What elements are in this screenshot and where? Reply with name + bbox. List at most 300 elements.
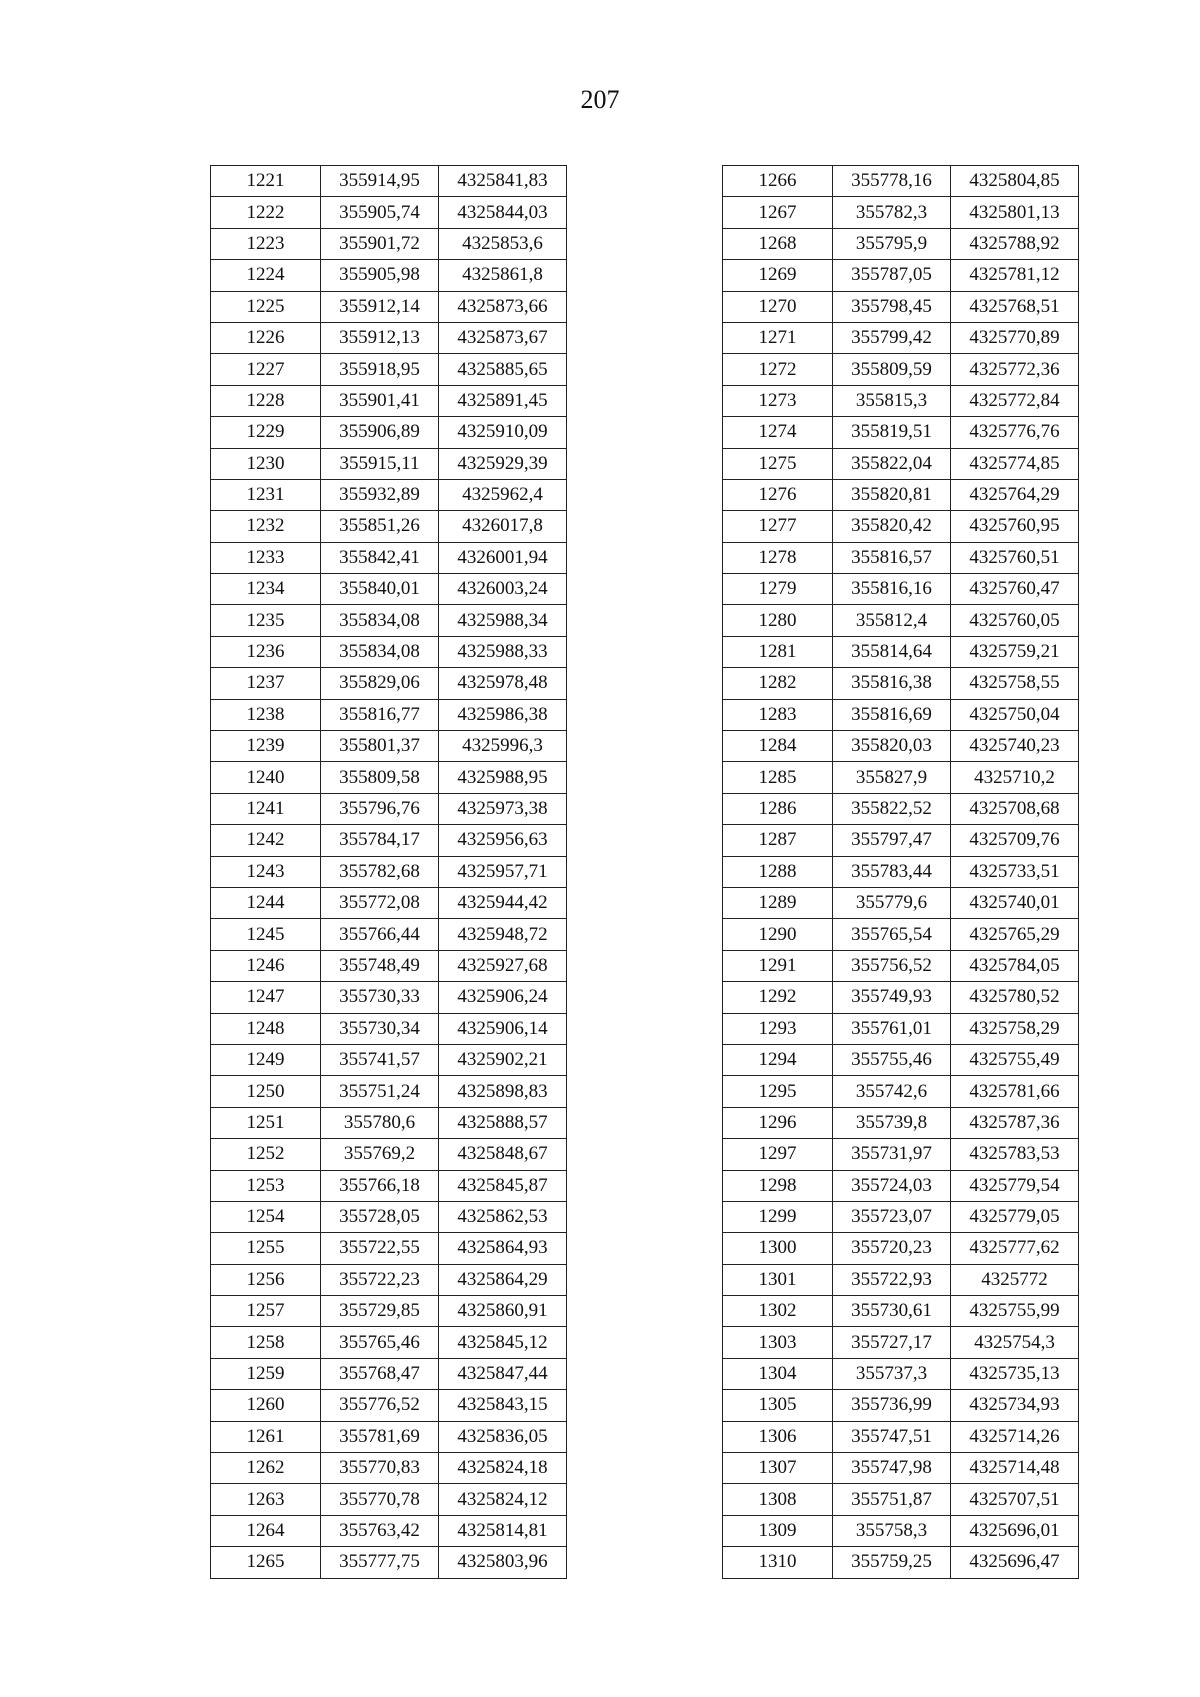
y-coordinate-cell: 4325927,68 (439, 950, 567, 981)
y-coordinate-cell: 4325860,91 (439, 1296, 567, 1327)
y-coordinate-cell: 4325957,71 (439, 856, 567, 887)
y-coordinate-cell: 4326001,94 (439, 542, 567, 573)
y-coordinate-cell: 4325888,57 (439, 1107, 567, 1138)
point-number-cell: 1277 (723, 511, 833, 542)
y-coordinate-cell: 4325750,04 (951, 699, 1079, 730)
y-coordinate-cell: 4326017,8 (439, 511, 567, 542)
x-coordinate-cell: 355761,01 (833, 1013, 951, 1044)
point-number-cell: 1309 (723, 1515, 833, 1546)
y-coordinate-cell: 4325862,53 (439, 1201, 567, 1232)
x-coordinate-cell: 355770,83 (321, 1453, 439, 1484)
x-coordinate-cell: 355741,57 (321, 1044, 439, 1075)
table-row (723, 166, 1079, 197)
point-number-cell: 1258 (211, 1327, 321, 1358)
y-coordinate-cell: 4325772,36 (951, 354, 1079, 385)
y-coordinate-cell: 4325962,4 (439, 479, 567, 510)
y-coordinate-cell: 4325853,6 (439, 228, 567, 259)
y-coordinate-cell: 4325733,51 (951, 856, 1079, 887)
point-number-cell: 1248 (211, 1013, 321, 1044)
table-row (723, 1107, 1079, 1138)
point-number-cell: 1233 (211, 542, 321, 573)
x-coordinate-cell: 355820,42 (833, 511, 951, 542)
table-row (211, 1233, 567, 1264)
point-number-cell: 1263 (211, 1484, 321, 1515)
y-coordinate-cell: 4325772,84 (951, 385, 1079, 416)
point-number-cell: 1241 (211, 793, 321, 824)
point-number-cell: 1229 (211, 417, 321, 448)
table-row (211, 1013, 567, 1044)
table-row (211, 668, 567, 699)
x-coordinate-cell: 355812,4 (833, 605, 951, 636)
point-number-cell: 1287 (723, 825, 833, 856)
table-row (211, 1264, 567, 1295)
x-coordinate-cell: 355739,8 (833, 1107, 951, 1138)
x-coordinate-cell: 355780,6 (321, 1107, 439, 1138)
point-number-cell: 1293 (723, 1013, 833, 1044)
x-coordinate-cell: 355915,11 (321, 448, 439, 479)
x-coordinate-cell: 355748,49 (321, 950, 439, 981)
coordinates-table-left (210, 165, 567, 1579)
table-row (723, 1139, 1079, 1170)
y-coordinate-cell: 4325696,01 (951, 1515, 1079, 1546)
y-coordinate-cell: 4325781,12 (951, 260, 1079, 291)
point-number-cell: 1266 (723, 166, 833, 197)
y-coordinate-cell: 4325760,47 (951, 574, 1079, 605)
x-coordinate-cell: 355905,74 (321, 197, 439, 228)
x-coordinate-cell: 355758,3 (833, 1515, 951, 1546)
x-coordinate-cell: 355724,03 (833, 1170, 951, 1201)
x-coordinate-cell: 355809,58 (321, 762, 439, 793)
point-number-cell: 1256 (211, 1264, 321, 1295)
y-coordinate-cell: 4325988,33 (439, 636, 567, 667)
x-coordinate-cell: 355731,97 (833, 1139, 951, 1170)
table-row (723, 228, 1079, 259)
table-row (211, 1139, 567, 1170)
y-coordinate-cell: 4325898,83 (439, 1076, 567, 1107)
table-row (211, 793, 567, 824)
point-number-cell: 1301 (723, 1264, 833, 1295)
y-coordinate-cell: 4325777,62 (951, 1233, 1079, 1264)
y-coordinate-cell: 4325836,05 (439, 1421, 567, 1452)
y-coordinate-cell: 4325734,93 (951, 1390, 1079, 1421)
table-row (211, 511, 567, 542)
point-number-cell: 1294 (723, 1044, 833, 1075)
x-coordinate-cell: 355797,47 (833, 825, 951, 856)
y-coordinate-cell: 4325758,55 (951, 668, 1079, 699)
y-coordinate-cell: 4325787,36 (951, 1107, 1079, 1138)
point-number-cell: 1274 (723, 417, 833, 448)
x-coordinate-cell: 355932,89 (321, 479, 439, 510)
y-coordinate-cell: 4325844,03 (439, 197, 567, 228)
table-row (211, 731, 567, 762)
table-row (211, 322, 567, 353)
table-row (723, 1484, 1079, 1515)
point-number-cell: 1261 (211, 1421, 321, 1452)
point-number-cell: 1240 (211, 762, 321, 793)
x-coordinate-cell: 355820,03 (833, 731, 951, 762)
x-coordinate-cell: 355834,08 (321, 636, 439, 667)
x-coordinate-cell: 355816,77 (321, 699, 439, 730)
y-coordinate-cell: 4325996,3 (439, 731, 567, 762)
point-number-cell: 1225 (211, 291, 321, 322)
x-coordinate-cell: 355822,52 (833, 793, 951, 824)
point-number-cell: 1227 (211, 354, 321, 385)
point-number-cell: 1298 (723, 1170, 833, 1201)
x-coordinate-cell: 355747,51 (833, 1421, 951, 1452)
y-coordinate-cell: 4325708,68 (951, 793, 1079, 824)
y-coordinate-cell: 4325845,12 (439, 1327, 567, 1358)
x-coordinate-cell: 355755,46 (833, 1044, 951, 1075)
x-coordinate-cell: 355742,6 (833, 1076, 951, 1107)
table-row (723, 731, 1079, 762)
table-row (723, 1547, 1079, 1578)
x-coordinate-cell: 355814,64 (833, 636, 951, 667)
table-row (211, 1358, 567, 1389)
x-coordinate-cell: 355901,41 (321, 385, 439, 416)
x-coordinate-cell: 355783,44 (833, 856, 951, 887)
y-coordinate-cell: 4325804,85 (951, 166, 1079, 197)
y-coordinate-cell: 4325779,05 (951, 1201, 1079, 1232)
x-coordinate-cell: 355842,41 (321, 542, 439, 573)
point-number-cell: 1238 (211, 699, 321, 730)
x-coordinate-cell: 355763,42 (321, 1515, 439, 1546)
y-coordinate-cell: 4325906,14 (439, 1013, 567, 1044)
x-coordinate-cell: 355781,69 (321, 1421, 439, 1452)
x-coordinate-cell: 355759,25 (833, 1547, 951, 1578)
point-number-cell: 1268 (723, 228, 833, 259)
y-coordinate-cell: 4325774,85 (951, 448, 1079, 479)
table-row (211, 291, 567, 322)
point-number-cell: 1295 (723, 1076, 833, 1107)
point-number-cell: 1286 (723, 793, 833, 824)
table-row (211, 1484, 567, 1515)
y-coordinate-cell: 4325781,66 (951, 1076, 1079, 1107)
y-coordinate-cell: 4325772 (951, 1264, 1079, 1295)
x-coordinate-cell: 355912,14 (321, 291, 439, 322)
point-number-cell: 1230 (211, 448, 321, 479)
y-coordinate-cell: 4325759,21 (951, 636, 1079, 667)
y-coordinate-cell: 4326003,24 (439, 574, 567, 605)
table-row (723, 417, 1079, 448)
x-coordinate-cell: 355730,34 (321, 1013, 439, 1044)
x-coordinate-cell: 355766,44 (321, 919, 439, 950)
x-coordinate-cell: 355782,3 (833, 197, 951, 228)
point-number-cell: 1259 (211, 1358, 321, 1389)
table-row (723, 762, 1079, 793)
y-coordinate-cell: 4325848,67 (439, 1139, 567, 1170)
table-row (723, 1264, 1079, 1295)
x-coordinate-cell: 355784,17 (321, 825, 439, 856)
x-coordinate-cell: 355816,38 (833, 668, 951, 699)
point-number-cell: 1281 (723, 636, 833, 667)
table-row (211, 385, 567, 416)
x-coordinate-cell: 355906,89 (321, 417, 439, 448)
point-number-cell: 1221 (211, 166, 321, 197)
table-row (211, 1296, 567, 1327)
x-coordinate-cell: 355827,9 (833, 762, 951, 793)
y-coordinate-cell: 4325824,12 (439, 1484, 567, 1515)
table-row (211, 1076, 567, 1107)
table-row (723, 1390, 1079, 1421)
table-row (723, 291, 1079, 322)
table-row (211, 574, 567, 605)
y-coordinate-cell: 4325902,21 (439, 1044, 567, 1075)
point-number-cell: 1237 (211, 668, 321, 699)
y-coordinate-cell: 4325906,24 (439, 982, 567, 1013)
x-coordinate-cell: 355730,33 (321, 982, 439, 1013)
table-row (723, 825, 1079, 856)
y-coordinate-cell: 4325760,95 (951, 511, 1079, 542)
y-coordinate-cell: 4325758,29 (951, 1013, 1079, 1044)
x-coordinate-cell: 355782,68 (321, 856, 439, 887)
x-coordinate-cell: 355918,95 (321, 354, 439, 385)
point-number-cell: 1310 (723, 1547, 833, 1578)
y-coordinate-cell: 4325770,89 (951, 322, 1079, 353)
y-coordinate-cell: 4325779,54 (951, 1170, 1079, 1201)
x-coordinate-cell: 355765,54 (833, 919, 951, 950)
point-number-cell: 1285 (723, 762, 833, 793)
page-number: 207 (580, 85, 620, 114)
table-row (211, 605, 567, 636)
table-row (723, 668, 1079, 699)
point-number-cell: 1300 (723, 1233, 833, 1264)
y-coordinate-cell: 4325885,65 (439, 354, 567, 385)
point-number-cell: 1278 (723, 542, 833, 573)
y-coordinate-cell: 4325707,51 (951, 1484, 1079, 1515)
y-coordinate-cell: 4325801,13 (951, 197, 1079, 228)
table-row (211, 542, 567, 573)
x-coordinate-cell: 355796,76 (321, 793, 439, 824)
x-coordinate-cell: 355798,45 (833, 291, 951, 322)
table-row (211, 1515, 567, 1546)
x-coordinate-cell: 355747,98 (833, 1453, 951, 1484)
point-number-cell: 1284 (723, 731, 833, 762)
x-coordinate-cell: 355722,23 (321, 1264, 439, 1295)
y-coordinate-cell: 4325755,99 (951, 1296, 1079, 1327)
point-number-cell: 1304 (723, 1358, 833, 1389)
y-coordinate-cell: 4325740,01 (951, 887, 1079, 918)
table-row (211, 1107, 567, 1138)
y-coordinate-cell: 4325847,44 (439, 1358, 567, 1389)
point-number-cell: 1234 (211, 574, 321, 605)
point-number-cell: 1269 (723, 260, 833, 291)
y-coordinate-cell: 4325873,67 (439, 322, 567, 353)
y-coordinate-cell: 4325768,51 (951, 291, 1079, 322)
x-coordinate-cell: 355795,9 (833, 228, 951, 259)
x-coordinate-cell: 355766,18 (321, 1170, 439, 1201)
point-number-cell: 1307 (723, 1453, 833, 1484)
table-row (723, 354, 1079, 385)
x-coordinate-cell: 355729,85 (321, 1296, 439, 1327)
point-number-cell: 1242 (211, 825, 321, 856)
y-coordinate-cell: 4325910,09 (439, 417, 567, 448)
point-number-cell: 1264 (211, 1515, 321, 1546)
point-number-cell: 1275 (723, 448, 833, 479)
table-row (211, 825, 567, 856)
table-row (211, 1453, 567, 1484)
point-number-cell: 1302 (723, 1296, 833, 1327)
x-coordinate-cell: 355776,52 (321, 1390, 439, 1421)
point-number-cell: 1232 (211, 511, 321, 542)
table-row (211, 1170, 567, 1201)
table-row (723, 1076, 1079, 1107)
point-number-cell: 1306 (723, 1421, 833, 1452)
y-coordinate-cell: 4325784,05 (951, 950, 1079, 981)
x-coordinate-cell: 355768,47 (321, 1358, 439, 1389)
point-number-cell: 1289 (723, 887, 833, 918)
x-coordinate-cell: 355816,57 (833, 542, 951, 573)
y-coordinate-cell: 4325760,05 (951, 605, 1079, 636)
y-coordinate-cell: 4325845,87 (439, 1170, 567, 1201)
y-coordinate-cell: 4325973,38 (439, 793, 567, 824)
y-coordinate-cell: 4325783,53 (951, 1139, 1079, 1170)
x-coordinate-cell: 355851,26 (321, 511, 439, 542)
table-row (211, 1421, 567, 1452)
x-coordinate-cell: 355816,69 (833, 699, 951, 730)
point-number-cell: 1283 (723, 699, 833, 730)
point-number-cell: 1260 (211, 1390, 321, 1421)
y-coordinate-cell: 4325709,76 (951, 825, 1079, 856)
table-row (211, 887, 567, 918)
point-number-cell: 1282 (723, 668, 833, 699)
y-coordinate-cell: 4325755,49 (951, 1044, 1079, 1075)
table-row (211, 354, 567, 385)
table-row (723, 1233, 1079, 1264)
table-row (723, 793, 1079, 824)
point-number-cell: 1257 (211, 1296, 321, 1327)
point-number-cell: 1236 (211, 636, 321, 667)
y-coordinate-cell: 4325760,51 (951, 542, 1079, 573)
table-row (723, 1170, 1079, 1201)
table-row (723, 887, 1079, 918)
point-number-cell: 1244 (211, 887, 321, 918)
x-coordinate-cell: 355779,6 (833, 887, 951, 918)
table-row (723, 260, 1079, 291)
point-number-cell: 1226 (211, 322, 321, 353)
table-row (211, 166, 567, 197)
table-row (723, 982, 1079, 1013)
point-number-cell: 1308 (723, 1484, 833, 1515)
y-coordinate-cell: 4325714,48 (951, 1453, 1079, 1484)
x-coordinate-cell: 355829,06 (321, 668, 439, 699)
y-coordinate-cell: 4325788,92 (951, 228, 1079, 259)
point-number-cell: 1254 (211, 1201, 321, 1232)
y-coordinate-cell: 4325714,26 (951, 1421, 1079, 1452)
point-number-cell: 1255 (211, 1233, 321, 1264)
coordinates-table-right (722, 165, 1079, 1579)
x-coordinate-cell: 355737,3 (833, 1358, 951, 1389)
x-coordinate-cell: 355777,75 (321, 1547, 439, 1578)
x-coordinate-cell: 355822,04 (833, 448, 951, 479)
y-coordinate-cell: 4325735,13 (951, 1358, 1079, 1389)
table-row (211, 1390, 567, 1421)
table-row (723, 197, 1079, 228)
point-number-cell: 1246 (211, 950, 321, 981)
y-coordinate-cell: 4325891,45 (439, 385, 567, 416)
table-row (211, 448, 567, 479)
table-row (723, 636, 1079, 667)
point-number-cell: 1297 (723, 1139, 833, 1170)
table-row (723, 1358, 1079, 1389)
point-number-cell: 1265 (211, 1547, 321, 1578)
x-coordinate-cell: 355756,52 (833, 950, 951, 981)
point-number-cell: 1291 (723, 950, 833, 981)
coordinates-table-left-body (211, 166, 567, 1579)
point-number-cell: 1280 (723, 605, 833, 636)
x-coordinate-cell: 355751,87 (833, 1484, 951, 1515)
point-number-cell: 1224 (211, 260, 321, 291)
point-number-cell: 1223 (211, 228, 321, 259)
point-number-cell: 1243 (211, 856, 321, 887)
x-coordinate-cell: 355772,08 (321, 887, 439, 918)
point-number-cell: 1276 (723, 479, 833, 510)
point-number-cell: 1251 (211, 1107, 321, 1138)
y-coordinate-cell: 4325740,23 (951, 731, 1079, 762)
table-row (211, 197, 567, 228)
x-coordinate-cell: 355720,23 (833, 1233, 951, 1264)
y-coordinate-cell: 4325776,76 (951, 417, 1079, 448)
table-row (211, 1327, 567, 1358)
coordinates-table-right-body (723, 166, 1079, 1579)
table-row (211, 699, 567, 730)
y-coordinate-cell: 4325754,3 (951, 1327, 1079, 1358)
x-coordinate-cell: 355787,05 (833, 260, 951, 291)
x-coordinate-cell: 355770,78 (321, 1484, 439, 1515)
point-number-cell: 1299 (723, 1201, 833, 1232)
table-row (211, 260, 567, 291)
x-coordinate-cell: 355723,07 (833, 1201, 951, 1232)
x-coordinate-cell: 355834,08 (321, 605, 439, 636)
table-row (723, 856, 1079, 887)
point-number-cell: 1222 (211, 197, 321, 228)
point-number-cell: 1288 (723, 856, 833, 887)
point-number-cell: 1245 (211, 919, 321, 950)
point-number-cell: 1270 (723, 291, 833, 322)
table-row (723, 542, 1079, 573)
table-row (723, 322, 1079, 353)
table-row (723, 1296, 1079, 1327)
table-row (211, 1547, 567, 1578)
y-coordinate-cell: 4325861,8 (439, 260, 567, 291)
y-coordinate-cell: 4325944,42 (439, 887, 567, 918)
table-row (723, 574, 1079, 605)
point-number-cell: 1252 (211, 1139, 321, 1170)
x-coordinate-cell: 355799,42 (833, 322, 951, 353)
table-row (723, 1013, 1079, 1044)
y-coordinate-cell: 4325843,15 (439, 1390, 567, 1421)
x-coordinate-cell: 355751,24 (321, 1076, 439, 1107)
table-row (211, 1201, 567, 1232)
x-coordinate-cell: 355809,59 (833, 354, 951, 385)
table-row (211, 228, 567, 259)
y-coordinate-cell: 4325841,83 (439, 166, 567, 197)
x-coordinate-cell: 355722,93 (833, 1264, 951, 1295)
point-number-cell: 1262 (211, 1453, 321, 1484)
table-row (723, 605, 1079, 636)
y-coordinate-cell: 4325824,18 (439, 1453, 567, 1484)
y-coordinate-cell: 4325710,2 (951, 762, 1079, 793)
point-number-cell: 1249 (211, 1044, 321, 1075)
point-number-cell: 1235 (211, 605, 321, 636)
table-row (723, 950, 1079, 981)
table-row (723, 511, 1079, 542)
x-coordinate-cell: 355912,13 (321, 322, 439, 353)
table-row (723, 448, 1079, 479)
point-number-cell: 1267 (723, 197, 833, 228)
x-coordinate-cell: 355728,05 (321, 1201, 439, 1232)
y-coordinate-cell: 4325873,66 (439, 291, 567, 322)
x-coordinate-cell: 355801,37 (321, 731, 439, 762)
